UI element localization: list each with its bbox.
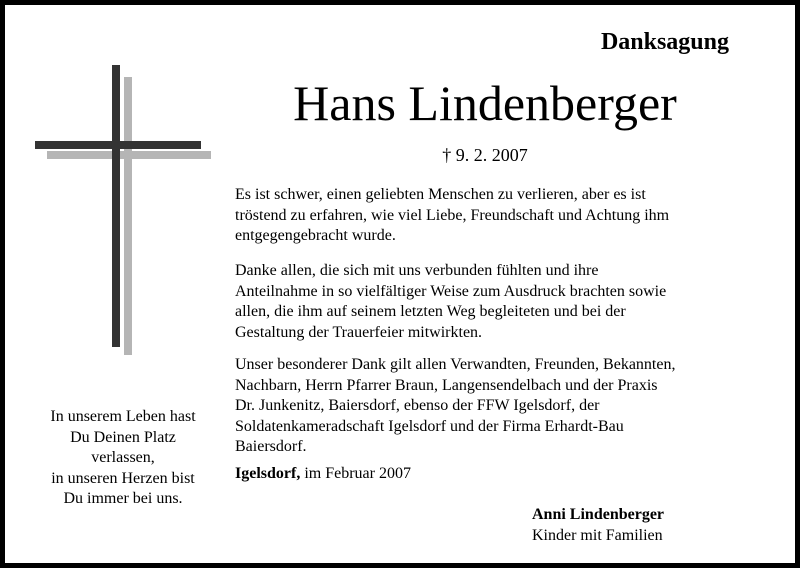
cross-horizontal-beam xyxy=(35,141,201,149)
text-line: Baiersdorf. xyxy=(235,438,307,455)
cross-shadow-horizontal xyxy=(47,151,211,159)
verse-line: Du immer bei uns. xyxy=(63,490,183,507)
text-line: allen, die ihm auf seinem letzten Weg begleiteten und bei der xyxy=(235,303,626,320)
paragraph-2 xyxy=(235,261,755,343)
paragraph-1 xyxy=(235,185,755,247)
place-date xyxy=(235,465,411,483)
heading: Danksagung xyxy=(600,29,729,55)
cross-shadow-vertical xyxy=(124,77,132,355)
text-line: Unser besonderer Dank gilt allen Verwandten, Freunden, Bekannten, xyxy=(235,356,676,373)
cross-icon xyxy=(33,65,218,365)
text-line: Danke allen, die sich mit uns verbunden fühlten und ihre xyxy=(235,262,599,279)
text-line: Anteilnahme in so vielfältiger Weise zum Ausdruck brachten sowie xyxy=(235,282,667,300)
cross-vertical-beam xyxy=(112,65,120,347)
text-line: Soldatenkameradschaft Igelsdorf und der Firma Erhardt-Bau xyxy=(235,417,624,435)
text-line: Gestaltung der Trauerfeier mitwirkten. xyxy=(235,323,483,341)
memorial-verse xyxy=(23,407,223,510)
date: im Februar 2007 xyxy=(300,465,411,482)
text-line: entgegengebracht wurde. xyxy=(235,227,396,244)
signature-block xyxy=(532,505,664,546)
verse-line: verlassen, xyxy=(91,449,155,466)
verse-line: Du Deinen Platz xyxy=(70,428,176,446)
text-line: Es ist schwer, einen geliebten Menschen zu verlieren, aber es ist xyxy=(235,186,646,203)
signer-name: Anni Lindenberger xyxy=(532,506,665,523)
text-line: tröstend zu erfahren, wie viel Liebe, Freundschaft und Achtung ihm xyxy=(235,206,670,224)
place: Igelsdorf, xyxy=(235,465,301,482)
signer-family: Kinder mit Familien xyxy=(532,526,663,544)
deceased-name: Hans Lindenberger xyxy=(293,75,677,131)
death-date: † 9. 2. 2007 xyxy=(442,145,528,165)
verse-line: in unseren Herzen bist xyxy=(51,469,195,487)
verse-line: In unserem Leben hast xyxy=(50,408,196,425)
text-line: Dr. Junkenitz, Baiersdorf, ebenso der FFW Igelsdorf, der xyxy=(235,397,600,414)
paragraph-3 xyxy=(235,355,755,458)
text-line: Nachbarn, Herrn Pfarrer Braun, Langensendelbach und der Praxis xyxy=(235,376,658,394)
